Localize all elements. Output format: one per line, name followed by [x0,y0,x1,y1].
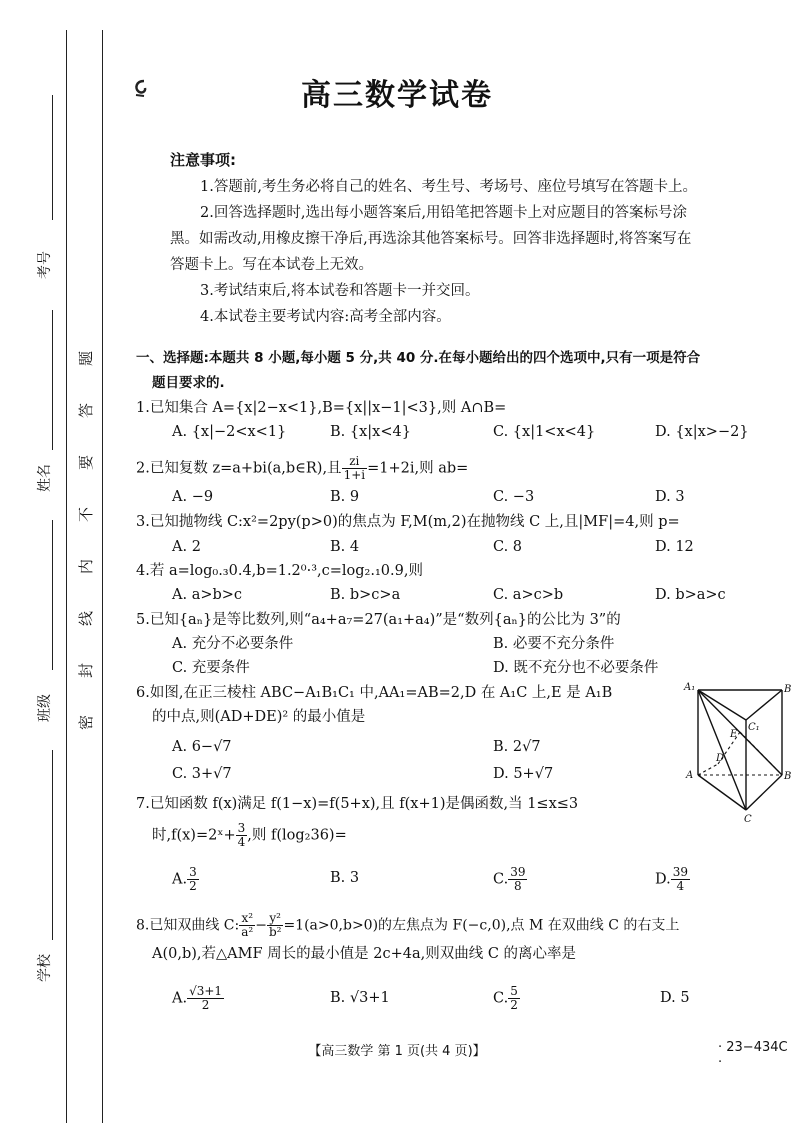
page-footer: 【高三数学 第 1 页(共 4 页)】 [308,1044,486,1059]
q7-option-b: B. 3 [330,870,360,886]
section-heading-cont: 题目要求的. [152,375,225,391]
name-label: 姓名 [37,464,53,492]
q5-stem: 5.已知{aₙ}是等比数列,则“a₄+a₇=27(a₁+a₄)”是“数列{aₙ}的公比为 3”的 [136,612,621,628]
q7-d-den: 4 [676,879,685,893]
q8-line1-pre: 8.已知双曲线 C: [136,917,240,934]
q1-option-a: A. {x|−2<x<1} [172,424,287,440]
q7-frac-num: 3 [237,821,246,835]
paper-code: · 23−434C · [718,1040,788,1070]
q7-d-num: 39 [672,865,688,879]
notice-item: 黑。如需改动,用橡皮擦干净后,再选涂其他答案标号。回答非选择题时,将答案写在 [170,231,692,247]
class-underline [52,520,53,670]
q8-x-fraction [239,912,255,939]
q3-option-b: B. 4 [330,539,360,555]
name-underline [52,310,53,450]
q7-stem-line2 [152,822,347,849]
q7-frac-den: 4 [237,835,246,849]
q8-line1-post: =1(a>0,b>0)的左焦点为 F(−c,0),点 M 在双曲线 C 的右支上 [283,917,680,934]
q2-frac-num: zi [342,455,368,469]
notice-item: 1.答题前,考生务必将自己的姓名、考生号、考场号、座位号填写在答题卡上。 [200,179,697,195]
q7-a-den: 2 [189,879,197,893]
q2-option-d: D. 3 [655,489,685,505]
notice-item: 答题卡上。写在本试卷上无效。 [170,257,373,273]
q2-option-a: A. −9 [172,489,214,505]
q7-d-fraction [671,866,690,893]
q2-stem-post: =1+2i,则 ab= [367,460,469,477]
q3-option-a: A. 2 [172,539,201,555]
fig-label-a1: A₁ [684,682,696,693]
q8-a-fraction [187,985,224,1012]
q8-a-pre: A. [172,990,188,1007]
q8-x-num: x² [239,912,255,926]
q8-option-a [172,985,224,1012]
q4-option-b: B. b>c>a [330,587,401,603]
q7-a-num: 3 [189,865,197,879]
seal-char: 封 [77,662,96,679]
q8-option-b: B. √3+1 [330,990,390,1006]
class-label: 班级 [37,694,53,722]
q7-c-pre: C. [493,871,509,888]
seal-char: 密 [77,714,96,731]
fig-label-b1: B [784,684,792,695]
fig-label-b: B [784,771,792,782]
notice-item: 2.回答选择题时,选出每小题答案后,用铅笔把答题卡上对应题目的答案标号涂 [200,205,688,221]
binding-line-outer [66,30,67,1123]
q1-option-c: C. {x|1<x<4} [493,424,596,440]
notice-heading: 注意事项: [170,151,236,169]
q4-option-a: A. a>b>c [172,587,243,603]
q3-option-c: C. 8 [493,539,523,555]
q5-option-a: A. 充分不必要条件 [172,636,294,652]
q6-stem-line2: 的中点,则(AD+DE)² 的最小值是 [152,709,366,725]
q2-fraction [342,455,368,482]
seal-char: 答 [77,402,96,419]
q7-fraction [236,822,248,849]
q8-minus: − [255,917,267,934]
q4-stem: 4.若 a=log₀.₃0.4,b=1.2⁰·³,c=log₂.₁0.9,则 [136,563,423,579]
q2-stem-pre: 2.已知复数 z=a+bi(a,b∈R),且 [136,460,342,477]
q8-a-num: √3+1 [189,984,223,998]
q7-d-pre: D. [655,871,671,888]
q7-stem-line1: 7.已知函数 f(x)满足 f(1−x)=f(5+x),且 f(x+1)是偶函数,当 1≤x≤3 [136,796,579,812]
q6-option-a: A. 6−√7 [172,739,232,755]
q2-frac-den: 1+i [343,468,366,482]
fig-label-d: D [716,753,725,764]
q8-a-den: 2 [201,998,210,1012]
q7-option-c [493,866,527,893]
q7-c-fraction [508,866,527,893]
q8-c-pre: C. [493,990,509,1007]
q7-line2-pre: 时,f(x)=2ˣ+ [152,827,236,844]
q2-option-c: C. −3 [493,489,535,505]
fig-label-c1: C₁ [748,722,760,733]
q4-option-c: C. a>c>b [493,587,564,603]
exam-no-label: 考号 [37,251,53,279]
q7-option-a [172,866,199,893]
q6-option-c: C. 3+√7 [172,766,232,782]
seal-char: 不 [77,506,96,523]
q8-y-fraction [267,912,284,939]
q7-line2-post: ,则 f(log₂36)= [247,827,347,844]
fig-label-c: C [744,814,752,825]
q3-stem: 3.已知抛物线 C:x²=2py(p>0)的焦点为 F,M(m,2)在抛物线 C 上,且|MF|=4,则 p= [136,514,680,530]
q6-option-d: D. 5+√7 [493,766,554,782]
q8-c-num: 5 [510,984,518,998]
school-label: 学校 [37,954,53,982]
q7-option-d [655,866,690,893]
q5-option-c: C. 充要条件 [172,660,250,676]
q7-a-pre: A. [172,871,188,888]
q8-option-c [493,985,520,1012]
section-heading: 一、选择题:本题共 8 小题,每小题 5 分,共 40 分.在每小题给出的四个选项中,只有一项是符合 [136,350,701,366]
q6-option-b: B. 2√7 [493,739,541,755]
q4-option-d: D. b>a>c [655,587,726,603]
fig-label-a: A [686,770,694,781]
notice-item: 3.考试结束后,将本试卷和答题卡一并交回。 [200,283,480,299]
q1-stem: 1.已知集合 A={x|2−x<1},B={x||x−1|<3},则 A∩B= [136,400,507,416]
q5-option-b: B. 必要不充分条件 [493,636,615,652]
q1-option-d: D. {x|x>−2} [655,424,749,440]
q6-stem-line1: 6.如图,在正三棱柱 ABC−A₁B₁C₁ 中,AA₁=AB=2,D 在 A₁C 上,E 是 A₁B [136,685,613,701]
q8-c-fraction [508,985,520,1012]
q7-c-num: 39 [510,865,526,879]
seal-char: 内 [77,558,96,575]
q3-option-d: D. 12 [655,539,694,555]
q8-stem-line1 [136,912,679,939]
prism-figure [680,680,792,825]
seal-char: 要 [77,454,96,471]
seal-char: 线 [77,610,96,627]
q8-y-num: y² [267,912,284,926]
page-title: 高三数学试卷 [301,78,493,113]
q8-c-den: 2 [510,998,518,1012]
q7-a-fraction [187,866,199,893]
binding-line-inner [102,30,103,1123]
school-underline [52,750,53,940]
q1-option-b: B. {x|x<4} [330,424,411,440]
q7-c-den: 8 [514,879,522,893]
q2-option-b: B. 9 [330,489,360,505]
q8-y-den: b² [268,925,282,939]
q8-option-d: D. 5 [660,990,690,1006]
q8-x-den: a² [241,925,254,939]
q5-option-d: D. 既不充分也不必要条件 [493,660,659,676]
fig-label-e: E [730,729,738,740]
q8-stem-line2: A(0,b),若△AMF 周长的最小值是 2c+4a,则双曲线 C 的离心率是 [152,946,577,962]
seal-char: 题 [77,350,96,367]
q2-stem [136,455,468,482]
notice-item: 4.本试卷主要考试内容:高考全部内容。 [200,309,451,325]
